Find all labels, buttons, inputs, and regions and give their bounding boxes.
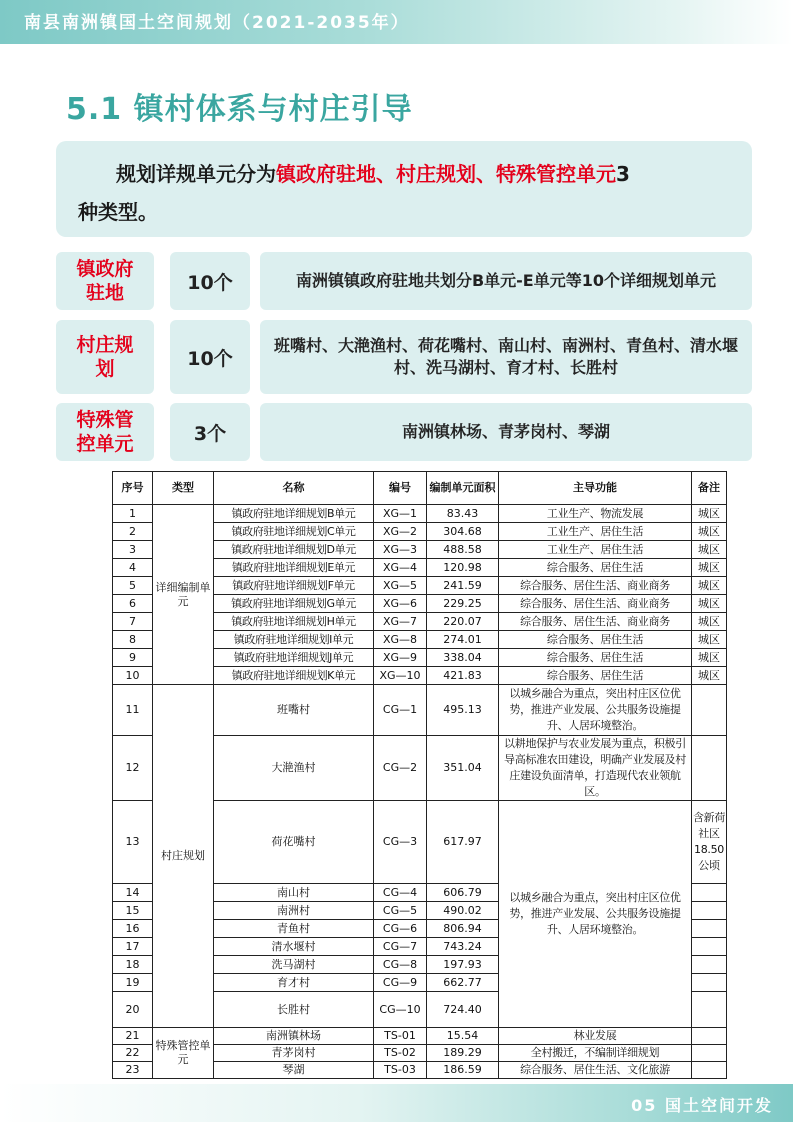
row-no: 8 [113,631,153,649]
intro-panel [56,141,752,237]
row-name: 镇政府驻地详细规划D单元 [214,541,374,559]
type-village-planning: 村庄规划 [153,685,214,1028]
row-name: 镇政府驻地详细规划I单元 [214,631,374,649]
row-note [692,992,727,1028]
row-function: 工业生产、物流发展 [499,505,692,523]
row-name: 荷花嘴村 [214,801,374,884]
row-area: 743.24 [427,938,499,956]
row-name: 镇政府驻地详细规划B单元 [214,505,374,523]
row-note [692,956,727,974]
row-code: XG—7 [374,613,427,631]
summary-category-special: 特殊管控单元 [56,403,154,461]
summary-count-village: 10个 [170,320,250,394]
row-no: 11 [113,685,153,736]
row-code: XG—10 [374,667,427,685]
row-name: 长胜村 [214,992,374,1028]
document-header-title: 南县南洲镇国土空间规划（2021-2035年） [24,13,410,33]
row-function-shared: 以城乡融合为重点，突出村庄区位优势，推进产业发展、公共服务设施提升、人居环境整治。 [499,801,692,1028]
row-function: 综合服务、居住生活、商业商务 [499,577,692,595]
type-special-control: 特殊管控单元 [153,1028,214,1079]
row-area: 351.04 [427,736,499,801]
row-note: 城区 [692,523,727,541]
row-name: 南山村 [214,884,374,902]
row-no: 18 [113,956,153,974]
row-area: 606.79 [427,884,499,902]
row-code: CG—4 [374,884,427,902]
row-no: 1 [113,505,153,523]
row-function: 全村搬迁，不编制详细规划 [499,1045,692,1062]
row-code: TS-03 [374,1062,427,1079]
row-no: 2 [113,523,153,541]
row-area: 83.43 [427,505,499,523]
row-function: 工业生产、居住生活 [499,541,692,559]
type-detailed-units: 详细编制单元 [153,505,214,685]
row-no: 17 [113,938,153,956]
row-name: 镇政府驻地详细规划K单元 [214,667,374,685]
row-no: 7 [113,613,153,631]
table-row [113,505,727,523]
row-function: 工业生产、居住生活 [499,523,692,541]
row-no: 3 [113,541,153,559]
row-note [692,1045,727,1062]
row-no: 4 [113,559,153,577]
row-function: 综合服务、居住生活 [499,559,692,577]
row-note: 城区 [692,667,727,685]
row-code: XG—4 [374,559,427,577]
row-note: 城区 [692,613,727,631]
row-note [692,736,727,801]
row-function: 综合服务、居住生活 [499,631,692,649]
row-function: 综合服务、居住生活 [499,667,692,685]
row-area: 189.29 [427,1045,499,1062]
row-note: 城区 [692,505,727,523]
row-note [692,884,727,902]
row-code: CG—2 [374,736,427,801]
row-no: 16 [113,920,153,938]
intro-highlight: 镇政府驻地、村庄规划、特殊管控单元 [276,162,616,186]
row-code: TS-02 [374,1045,427,1062]
row-area: 490.02 [427,902,499,920]
row-no: 6 [113,595,153,613]
row-note: 含新荷社区18.50公顷 [692,801,727,884]
row-code: XG—6 [374,595,427,613]
row-area: 220.07 [427,613,499,631]
row-name: 镇政府驻地详细规划H单元 [214,613,374,631]
row-function: 综合服务、居住生活、商业商务 [499,595,692,613]
row-code: CG—6 [374,920,427,938]
header-area: 编制单元面积 [427,472,499,505]
row-code: CG—3 [374,801,427,884]
row-note: 城区 [692,541,727,559]
header-bar [0,0,793,44]
row-name: 洗马湖村 [214,956,374,974]
row-no: 12 [113,736,153,801]
row-area: 488.58 [427,541,499,559]
row-name: 南洲村 [214,902,374,920]
row-area: 495.13 [427,685,499,736]
intro-tail: 种类型。 [78,200,158,224]
row-function: 综合服务、居住生活、文化旅游 [499,1062,692,1079]
row-area: 724.40 [427,992,499,1028]
row-code: CG—1 [374,685,427,736]
row-no: 9 [113,649,153,667]
row-name: 青鱼村 [214,920,374,938]
footer-label: 05 国土空间开发 [631,1096,773,1115]
table-row [113,1028,727,1045]
table-row [113,685,727,736]
intro-text: 规划详规单元分为 [116,162,276,186]
row-code: XG—8 [374,631,427,649]
row-code: XG—9 [374,649,427,667]
row-note [692,902,727,920]
row-note: 城区 [692,631,727,649]
row-name: 镇政府驻地详细规划G单元 [214,595,374,613]
header-function: 主导功能 [499,472,692,505]
summary-desc-village: 班嘴村、大滟渔村、荷花嘴村、南山村、南洲村、青鱼村、清水堰村、洗马湖村、育才村、长胜村 [260,320,752,394]
row-code: XG—5 [374,577,427,595]
summary-desc-special: 南洲镇林场、青茅岗村、琴湖 [260,403,752,461]
row-note [692,974,727,992]
row-note [692,920,727,938]
row-area: 274.01 [427,631,499,649]
header-name: 名称 [214,472,374,505]
row-function: 以耕地保护与农业发展为重点，积极引导高标准农田建设，明确产业发展及村庄建设负面清单，打造现代农业领航区。 [499,736,692,801]
row-code: CG—5 [374,902,427,920]
row-no: 13 [113,801,153,884]
row-area: 197.93 [427,956,499,974]
row-no: 22 [113,1045,153,1062]
header-note: 备注 [692,472,727,505]
row-no: 10 [113,667,153,685]
summary-count-town: 10个 [170,252,250,310]
row-note [692,1028,727,1045]
row-name: 镇政府驻地详细规划J单元 [214,649,374,667]
row-no: 14 [113,884,153,902]
row-name: 青茅岗村 [214,1045,374,1062]
header-no: 序号 [113,472,153,505]
row-note [692,1062,727,1079]
row-no: 5 [113,577,153,595]
row-note: 城区 [692,559,727,577]
row-name: 镇政府驻地详细规划F单元 [214,577,374,595]
row-function: 林业发展 [499,1028,692,1045]
row-area: 338.04 [427,649,499,667]
row-no: 15 [113,902,153,920]
row-name: 镇政府驻地详细规划C单元 [214,523,374,541]
row-name: 育才村 [214,974,374,992]
row-area: 806.94 [427,920,499,938]
intro-count: 3 [616,162,630,186]
row-no: 23 [113,1062,153,1079]
table-header-row [113,472,727,505]
row-code: XG—1 [374,505,427,523]
row-code: XG—3 [374,541,427,559]
row-note [692,685,727,736]
row-area: 617.97 [427,801,499,884]
row-code: CG—9 [374,974,427,992]
row-area: 186.59 [427,1062,499,1079]
row-area: 662.77 [427,974,499,992]
row-code: CG—7 [374,938,427,956]
summary-count-special: 3个 [170,403,250,461]
row-area: 120.98 [427,559,499,577]
header-type: 类型 [153,472,214,505]
row-code: XG—2 [374,523,427,541]
row-no: 20 [113,992,153,1028]
row-no: 19 [113,974,153,992]
row-note: 城区 [692,649,727,667]
summary-category-town: 镇政府驻地 [56,252,154,310]
row-name: 大滟渔村 [214,736,374,801]
summary-category-village: 村庄规划 [56,320,154,394]
section-title: 5.1 镇村体系与村庄引导 [66,92,413,127]
row-name: 班嘴村 [214,685,374,736]
row-function: 综合服务、居住生活 [499,649,692,667]
row-code: TS-01 [374,1028,427,1045]
row-name: 清水堰村 [214,938,374,956]
row-function: 综合服务、居住生活、商业商务 [499,613,692,631]
row-area: 304.68 [427,523,499,541]
row-note: 城区 [692,595,727,613]
row-code: CG—10 [374,992,427,1028]
row-function: 以城乡融合为重点，突出村庄区位优势，推进产业发展、公共服务设施提升、人居环境整治。 [499,685,692,736]
row-area: 241.59 [427,577,499,595]
footer-bar [0,1084,793,1122]
row-note [692,938,727,956]
summary-desc-town: 南洲镇镇政府驻地共划分B单元-E单元等10个详细规划单元 [260,252,752,310]
row-area: 15.54 [427,1028,499,1045]
row-name: 琴湖 [214,1062,374,1079]
header-code: 编号 [374,472,427,505]
row-note: 城区 [692,577,727,595]
row-area: 229.25 [427,595,499,613]
row-area: 421.83 [427,667,499,685]
row-name: 镇政府驻地详细规划E单元 [214,559,374,577]
planning-units-table [112,471,727,1079]
row-no: 21 [113,1028,153,1045]
row-name: 南洲镇林场 [214,1028,374,1045]
row-code: CG—8 [374,956,427,974]
